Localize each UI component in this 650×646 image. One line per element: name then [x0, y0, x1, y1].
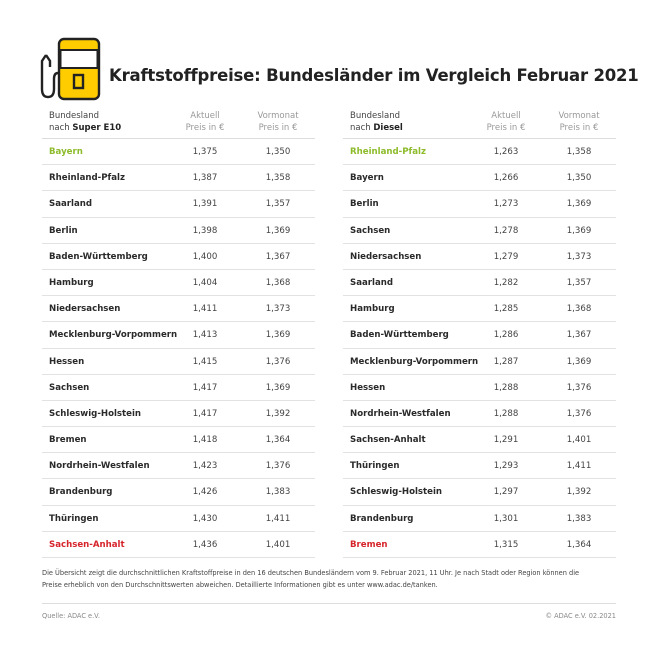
- state-name: Baden-Württemberg: [49, 251, 148, 262]
- table-row: [42, 191, 315, 217]
- column-header-previous: [243, 110, 313, 134]
- current-price: 1,293: [493, 461, 519, 472]
- current-price: 1,417: [192, 382, 218, 393]
- table-row: [42, 322, 315, 348]
- current-price: 1,287: [493, 356, 519, 367]
- header-line: [49, 122, 121, 134]
- header-line: Preis in €: [559, 123, 599, 133]
- current-price: 1,315: [493, 539, 519, 550]
- previous-price: 1,358: [566, 147, 592, 157]
- state-name: Niedersachsen: [49, 304, 121, 315]
- source-label: Quelle: ADAC e.V.: [42, 612, 100, 620]
- previous-price: 1,369: [566, 199, 592, 210]
- previous-price: 1,369: [566, 356, 592, 367]
- state-name: Brandenburg: [350, 513, 414, 524]
- table-row: [42, 532, 315, 558]
- previous-price: 1,369: [566, 225, 592, 236]
- footnote-line: Preise erheblich von den Durchschnittswerten abweichen. Detaillierte Informationen gibt es unter www.adac.de/tanken.: [42, 581, 438, 589]
- table-row: [42, 218, 315, 244]
- previous-price: 1,376: [265, 461, 291, 472]
- state-name: Mecklenburg-Vorpommern: [49, 330, 178, 341]
- table-row: [42, 270, 315, 296]
- previous-price: 1,357: [566, 277, 592, 288]
- column-header-previous: [544, 110, 614, 134]
- column-header-state: [350, 110, 403, 134]
- current-price: 1,291: [493, 435, 519, 446]
- header-line: Vormonat: [558, 111, 600, 121]
- table-row: [42, 296, 315, 322]
- previous-price: 1,392: [265, 408, 291, 419]
- header-line: Bundesland: [49, 111, 100, 121]
- current-price: 1,426: [192, 487, 218, 498]
- previous-price: 1,364: [265, 435, 291, 446]
- current-price: 1,391: [192, 199, 218, 210]
- diesel-table: [343, 110, 616, 558]
- current-price: 1,398: [192, 225, 218, 236]
- previous-price: 1,358: [265, 173, 291, 184]
- previous-price: 1,364: [566, 539, 592, 550]
- state-name: Hamburg: [49, 277, 94, 288]
- state-name: Hamburg: [350, 304, 395, 315]
- header-line: [350, 122, 403, 134]
- state-name: Sachsen: [350, 225, 391, 236]
- state-name: Berlin: [49, 225, 78, 236]
- fuel-pump-icon: [38, 37, 102, 103]
- table-row: [343, 322, 616, 348]
- current-price: 1,285: [493, 304, 519, 315]
- table-row: [42, 375, 315, 401]
- current-price: 1,413: [192, 330, 218, 341]
- current-price: 1,288: [493, 382, 519, 393]
- table-row: [343, 427, 616, 453]
- state-name: Baden-Württemberg: [350, 330, 449, 341]
- current-price: 1,286: [493, 330, 519, 341]
- state-name: Sachsen: [49, 382, 90, 393]
- state-name: Thüringen: [49, 513, 99, 524]
- state-name: Nordrhein-Westfalen: [350, 408, 451, 419]
- state-name: Brandenburg: [49, 487, 113, 498]
- previous-price: 1,357: [265, 199, 291, 210]
- table-row: [42, 427, 315, 453]
- table-row: [343, 401, 616, 427]
- state-name: Mecklenburg-Vorpommern: [350, 356, 479, 367]
- previous-price: 1,376: [265, 356, 291, 367]
- table-header: [42, 110, 315, 139]
- state-name: Schleswig-Holstein: [49, 408, 142, 419]
- state-name: Schleswig-Holstein: [350, 487, 443, 498]
- current-price: 1,415: [192, 356, 218, 367]
- state-name: Sachsen-Anhalt: [350, 435, 426, 446]
- header-line: Aktuell: [190, 111, 220, 121]
- state-name: Saarland: [49, 199, 93, 210]
- table-row: [343, 479, 616, 505]
- copyright-label: © ADAC e.V. 02.2021: [545, 612, 616, 620]
- state-name: Hessen: [49, 356, 85, 367]
- table-row: [343, 165, 616, 191]
- state-name: Bayern: [49, 147, 83, 157]
- previous-price: 1,367: [566, 330, 592, 341]
- table-row: [343, 296, 616, 322]
- current-price: 1,266: [493, 173, 519, 184]
- previous-price: 1,373: [265, 304, 291, 315]
- state-name: Berlin: [350, 199, 379, 210]
- header-line: Vormonat: [257, 111, 299, 121]
- current-price: 1,279: [493, 251, 519, 262]
- current-price: 1,417: [192, 408, 218, 419]
- header-line: Bundesland: [350, 111, 401, 121]
- table-row: [42, 139, 315, 165]
- table-row: [343, 244, 616, 270]
- table-row: [42, 453, 315, 479]
- previous-price: 1,367: [265, 251, 291, 262]
- previous-price: 1,368: [566, 304, 592, 315]
- current-price: 1,263: [493, 147, 519, 157]
- previous-price: 1,376: [566, 408, 592, 419]
- current-price: 1,273: [493, 199, 519, 210]
- footnote: [42, 567, 617, 591]
- current-price: 1,375: [192, 147, 218, 157]
- table-row: [42, 244, 315, 270]
- state-name: Rheinland-Pfalz: [49, 173, 125, 184]
- current-price: 1,297: [493, 487, 519, 498]
- current-price: 1,301: [493, 513, 519, 524]
- previous-price: 1,376: [566, 382, 592, 393]
- state-name: Sachsen-Anhalt: [49, 539, 125, 550]
- previous-price: 1,369: [265, 382, 291, 393]
- header-line: Preis in €: [258, 123, 298, 133]
- current-price: 1,418: [192, 435, 218, 446]
- state-name: Bayern: [350, 173, 384, 184]
- previous-price: 1,401: [265, 539, 291, 550]
- previous-price: 1,369: [265, 225, 291, 236]
- previous-price: 1,401: [566, 435, 592, 446]
- table-row: [343, 506, 616, 532]
- fuel-type-label: Diesel: [373, 123, 403, 133]
- state-name: Niedersachsen: [350, 251, 422, 262]
- state-name: Bremen: [350, 539, 388, 550]
- current-price: 1,411: [192, 304, 218, 315]
- current-price: 1,278: [493, 225, 519, 236]
- table-row: [42, 349, 315, 375]
- table-row: [343, 532, 616, 558]
- previous-price: 1,373: [566, 251, 592, 262]
- table-header: [343, 110, 616, 139]
- column-header-current: [170, 110, 240, 134]
- header-line: Preis in €: [486, 123, 526, 133]
- state-name: Hessen: [350, 382, 386, 393]
- current-price: 1,282: [493, 277, 519, 288]
- current-price: 1,436: [192, 539, 218, 550]
- previous-price: 1,392: [566, 487, 592, 498]
- footnote-line: Die Übersicht zeigt die durchschnittlichen Kraftstoffpreise in den 16 deutschen Bundesländern vom 9. Februar 2021, 11 Uhr. Je nach Stadt oder Region können die: [42, 569, 580, 577]
- super-e10-table: [42, 110, 315, 558]
- table-row: [343, 270, 616, 296]
- previous-price: 1,368: [265, 277, 291, 288]
- table-row: [42, 479, 315, 505]
- table-row: [343, 191, 616, 217]
- column-header-current: [471, 110, 541, 134]
- current-price: 1,404: [192, 277, 218, 288]
- table-row: [343, 375, 616, 401]
- current-price: 1,400: [192, 251, 218, 262]
- state-name: Thüringen: [350, 461, 400, 472]
- table-row: [42, 506, 315, 532]
- table-row: [343, 349, 616, 375]
- column-header-state: [49, 110, 121, 134]
- header-line: Aktuell: [491, 111, 521, 121]
- current-price: 1,387: [192, 173, 218, 184]
- previous-price: 1,383: [566, 513, 592, 524]
- previous-price: 1,369: [265, 330, 291, 341]
- state-name: Saarland: [350, 277, 394, 288]
- previous-price: 1,411: [566, 461, 592, 472]
- state-name: Rheinland-Pfalz: [350, 147, 426, 157]
- header-prefix: nach: [49, 123, 73, 133]
- current-price: 1,430: [192, 513, 218, 524]
- header-line: Preis in €: [185, 123, 225, 133]
- current-price: 1,423: [192, 461, 218, 472]
- table-row: [42, 165, 315, 191]
- previous-price: 1,411: [265, 513, 291, 524]
- previous-price: 1,350: [265, 147, 291, 157]
- table-row: [343, 453, 616, 479]
- fuel-type-label: Super E10: [72, 123, 122, 133]
- previous-price: 1,350: [566, 173, 592, 184]
- previous-price: 1,383: [265, 487, 291, 498]
- state-name: Nordrhein-Westfalen: [49, 461, 150, 472]
- divider: [42, 603, 616, 604]
- current-price: 1,288: [493, 408, 519, 419]
- table-row: [343, 139, 616, 165]
- state-name: Bremen: [49, 435, 87, 446]
- header-prefix: nach: [350, 123, 374, 133]
- table-row: [42, 401, 315, 427]
- page-title: Kraftstoffpreise: Bundesländer im Vergleich Februar 2021: [109, 66, 639, 85]
- table-row: [343, 218, 616, 244]
